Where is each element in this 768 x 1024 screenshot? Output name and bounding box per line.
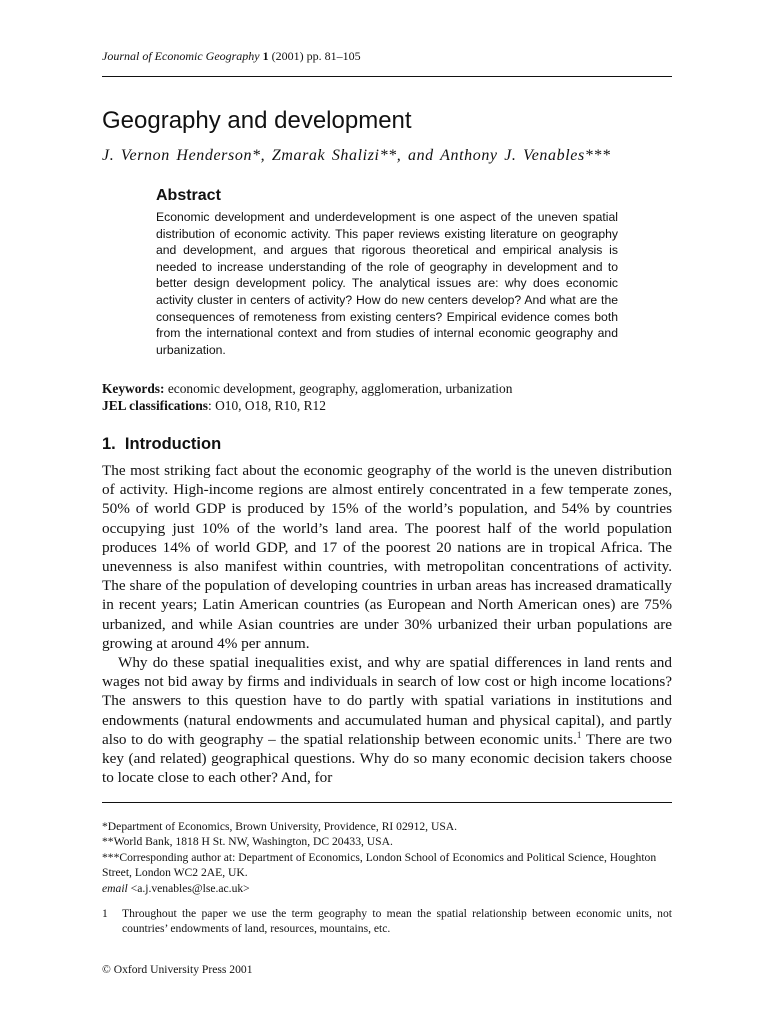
affiliation-2: **World Bank, 1818 H St. NW, Washington, DC 20433, USA. [102,835,393,849]
keywords-line [102,380,672,397]
keywords-block [102,380,672,414]
journal-volume: 1 [262,49,269,63]
journal-pages: (2001) pp. 81–105 [271,49,361,63]
footnote-1 [102,906,672,936]
abstract-heading: Abstract [156,187,221,204]
keywords-label: Keywords: [102,381,165,396]
jel-label: JEL classifications [102,398,209,413]
email-label: email [102,881,128,895]
email-address[interactable]: <a.j.venables@lse.ac.uk> [127,881,250,895]
author-list: J. Vernon Henderson*, Zmarak Shalizi**, and Anthony J. Venables*** [102,147,611,164]
intro-paragraph-1: The most striking fact about the economic geography of the world is the uneven distribution of activity. High-income regions are almost entirely concentrated in a few temperate zones, 50% of world GDP is produced by 15% of the world’s population, and 54% by countries occupying just 10% of the world’s land area. The poorest half of the world population produces 14% of world GDP, and 17 of the poorest 20 nations are in tropical Africa. The unevenness is also manifest within countries, with metropolitan concentrations of activity. The share of the population of developing countries in urban areas has increased dramatically in recent years; Latin American countries (as European and North American ones) are 75% urbanized, and while Asian countries are under 30% urbanized their urban populations are growing at around 4% per annum. [102,462,672,652]
affiliations [102,819,672,896]
affiliation-1: *Department of Economics, Brown University, Providence, RI 02912, USA. [102,820,458,833]
header-divider [102,76,672,77]
affiliation-3: ***Corresponding author at: Department of Economics, London School of Economics and Political Science, Houghton Street, London WC2 2AE, UK. [102,850,657,880]
jel-line [102,397,672,414]
intro-paragraph-2-continued: There are two key (and related) geographical questions. Why do so many economic decision takers choose to locate close to each other? And, for [102,730,672,787]
section-heading: 1. Introduction [102,435,222,453]
footnote-divider [102,802,672,803]
footnote-marker[interactable]: 1 [576,729,582,740]
article-title: Geography and development [102,107,412,134]
jel-value: : O10, O18, R10, R12 [208,398,326,413]
intro-paragraph-2-text: Why do these spatial inequalities exist, and why are spatial differences in land rents and wages not bid away by firms and individuals in search of low cost or high income locations? The answers to this question have to do partly with spatial variations in institutions and endowments (natural endowments and accumulated human and physical capital), and partly also to do with geography – the spatial relationship between economic units. [102,654,672,748]
introduction-body [102,461,672,787]
abstract-text: Economic development and underdevelopment is one aspect of the uneven spatial distribution of economic activity. This paper reviews existing literature on geography and development, and argues that rigorous theoretical and empirical analysis is needed to increase understanding of the role of geography in development and to better design development policy. The analytical issues are: why does economic activity cluster in centers of activity? How do new centers develop? And what are the consequences of remoteness from existing centers? Empirical evidence comes both from the international context and from studies of internal economic geography and urbanization. [156,210,618,357]
footnote-number: 1 [102,907,108,920]
intro-paragraph-2 [102,653,672,787]
running-header [102,48,672,64]
email-line [102,881,672,896]
copyright-notice: © Oxford University Press 2001 [102,963,253,976]
journal-name: Journal of Economic Geography [102,49,260,63]
footnote-text: Throughout the paper we use the term geography to mean the spatial relationship between economic units, not countries’ endowments of land, resources, mountains, etc. [122,907,672,936]
keywords-value: economic development, geography, agglomeration, urbanization [164,381,513,396]
